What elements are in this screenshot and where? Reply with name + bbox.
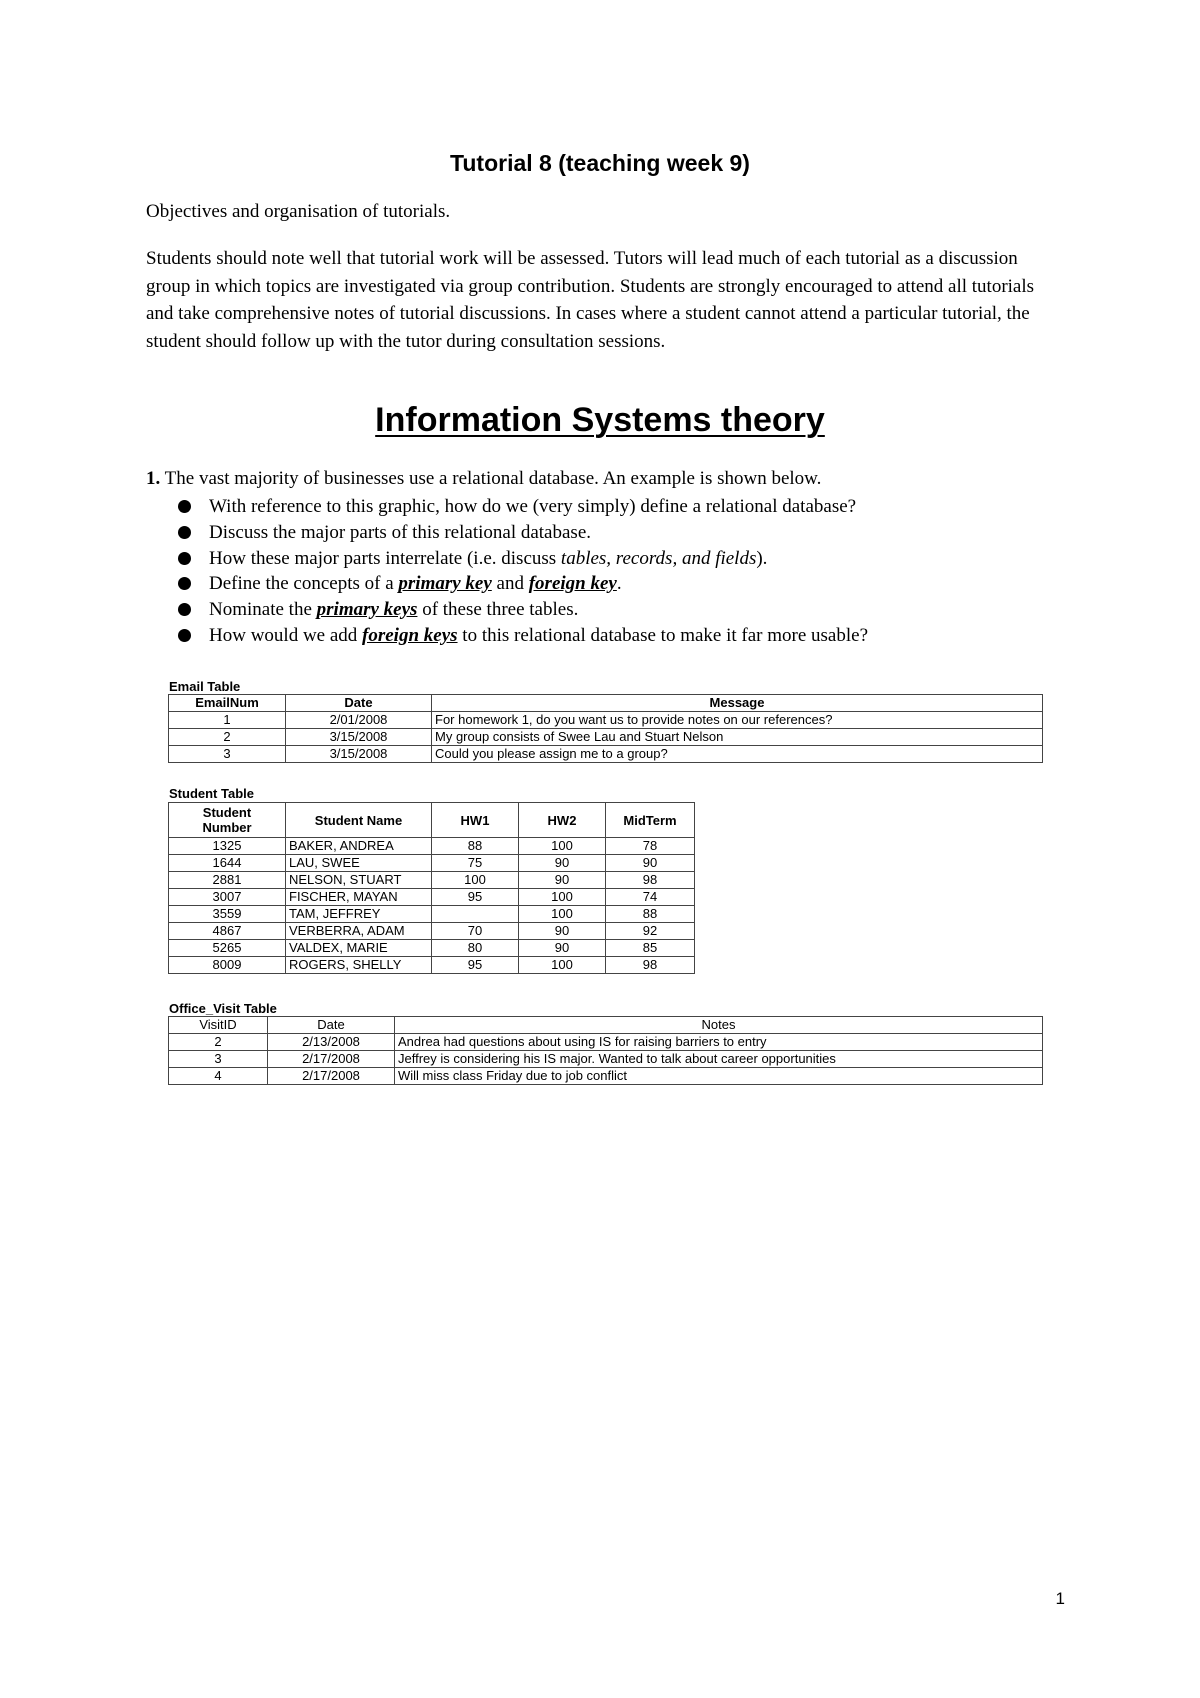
table-cell: 95 — [432, 889, 519, 906]
table-cell: 80 — [432, 940, 519, 957]
table-cell: My group consists of Swee Lau and Stuart Nelson — [432, 729, 1043, 746]
term-foreign-key: foreign key — [528, 573, 617, 595]
question-bullets — [178, 494, 868, 649]
table-cell: 3 — [169, 746, 286, 763]
table-cell: 90 — [519, 855, 606, 872]
table-cell: TAM, JEFFREY — [286, 906, 432, 923]
bullet-text: Nominate the — [209, 599, 317, 621]
question-number: 1. — [146, 468, 161, 489]
table-cell: 98 — [606, 957, 695, 974]
bullet-text: Discuss the major parts of this relational database. — [209, 521, 592, 543]
table-cell: 3007 — [169, 889, 286, 906]
table-cell: 1644 — [169, 855, 286, 872]
table-cell: 92 — [606, 923, 695, 940]
question-1 — [146, 468, 821, 490]
bullet-item — [178, 546, 868, 572]
table-header-row — [169, 803, 695, 838]
table-cell: 4867 — [169, 923, 286, 940]
term-primary-keys: primary keys — [316, 599, 418, 621]
table-row — [169, 1034, 1043, 1051]
section-title: Information Systems theory — [375, 401, 825, 439]
column-header: MidTerm — [606, 803, 695, 838]
table-cell: 2/17/2008 — [268, 1051, 395, 1068]
table-cell: Could you please assign me to a group? — [432, 746, 1043, 763]
table-cell: 2/17/2008 — [268, 1068, 395, 1085]
table-cell — [432, 906, 519, 923]
table-cell: 74 — [606, 889, 695, 906]
table-row — [169, 872, 695, 889]
email-table-label: Email Table — [169, 679, 241, 694]
term-foreign-keys: foreign keys — [362, 624, 458, 646]
table-row — [169, 889, 695, 906]
bullet-item — [178, 623, 868, 649]
column-header: Student Name — [286, 803, 432, 838]
column-header: HW1 — [432, 803, 519, 838]
bullet-icon — [178, 500, 191, 513]
column-header: Notes — [395, 1017, 1043, 1034]
bullet-emphasis: tables, records, and fields — [560, 547, 757, 569]
table-row — [169, 1068, 1043, 1085]
table-cell: 8009 — [169, 957, 286, 974]
bullet-item — [178, 494, 868, 520]
student-table-label: Student Table — [169, 786, 254, 801]
table-cell: Andrea had questions about using IS for raising barriers to entry — [395, 1034, 1043, 1051]
bullet-item — [178, 571, 868, 597]
bullet-icon — [178, 526, 191, 539]
table-cell: 3/15/2008 — [286, 729, 432, 746]
table-cell: 90 — [519, 923, 606, 940]
table-cell: For homework 1, do you want us to provide notes on our references? — [432, 712, 1043, 729]
table-row — [169, 923, 695, 940]
table-cell: 95 — [432, 957, 519, 974]
bullet-item — [178, 597, 868, 623]
column-header: Message — [432, 695, 1043, 712]
table-cell: LAU, SWEE — [286, 855, 432, 872]
bullet-icon — [178, 577, 191, 590]
table-cell: 2 — [169, 729, 286, 746]
table-header-row — [169, 1017, 1043, 1034]
column-header: VisitID — [169, 1017, 268, 1034]
table-cell: 90 — [519, 940, 606, 957]
table-cell: Jeffrey is considering his IS major. Wanted to talk about career opportunities — [395, 1051, 1043, 1068]
table-cell: 88 — [432, 838, 519, 855]
table-cell: 88 — [606, 906, 695, 923]
bullet-icon — [178, 552, 191, 565]
bullet-text: Define the concepts of a — [209, 573, 399, 595]
page-number: 1 — [1055, 1589, 1065, 1608]
table-row — [169, 729, 1043, 746]
table-cell: VALDEX, MARIE — [286, 940, 432, 957]
table-cell: VERBERRA, ADAM — [286, 923, 432, 940]
table-row — [169, 906, 695, 923]
column-header: Student Number — [169, 803, 286, 838]
table-cell: 1 — [169, 712, 286, 729]
student-table — [168, 802, 695, 974]
bullet-text: How would we add — [209, 624, 363, 646]
table-row — [169, 940, 695, 957]
column-header: HW2 — [519, 803, 606, 838]
office-visit-table-label: Office_Visit Table — [169, 1001, 277, 1016]
tutorial-title: Tutorial 8 (teaching week 9) — [450, 150, 750, 176]
table-row — [169, 855, 695, 872]
table-cell: 2/13/2008 — [268, 1034, 395, 1051]
bullet-text: of these three tables. — [417, 599, 579, 621]
table-cell: FISCHER, MAYAN — [286, 889, 432, 906]
bullet-item — [178, 520, 868, 546]
bullet-icon — [178, 603, 191, 616]
table-cell: 5265 — [169, 940, 286, 957]
table-cell: 90 — [606, 855, 695, 872]
column-header: EmailNum — [169, 695, 286, 712]
bullet-text: and — [491, 573, 529, 595]
table-header-row — [169, 695, 1043, 712]
bullet-text: How these major parts interrelate (i.e. discuss — [209, 547, 561, 569]
table-cell: 70 — [432, 923, 519, 940]
table-cell: 90 — [519, 872, 606, 889]
table-cell: 85 — [606, 940, 695, 957]
email-table — [168, 694, 1043, 763]
table-row — [169, 712, 1043, 729]
table-cell: 100 — [519, 906, 606, 923]
bullet-text: . — [616, 573, 622, 595]
table-cell: NELSON, STUART — [286, 872, 432, 889]
table-cell: 78 — [606, 838, 695, 855]
table-cell: 3559 — [169, 906, 286, 923]
bullet-text: to this relational database to make it far more usable? — [457, 624, 869, 646]
question-text: The vast majority of businesses use a relational database. An example is shown below. — [160, 468, 822, 489]
column-header: Date — [268, 1017, 395, 1034]
table-cell: 3 — [169, 1051, 268, 1068]
table-cell: Will miss class Friday due to job conflict — [395, 1068, 1043, 1085]
table-row — [169, 746, 1043, 763]
table-cell: 98 — [606, 872, 695, 889]
table-cell: 100 — [519, 957, 606, 974]
office-visit-table — [168, 1016, 1043, 1085]
term-primary-key: primary key — [398, 573, 492, 595]
table-cell: BAKER, ANDREA — [286, 838, 432, 855]
table-cell: 2881 — [169, 872, 286, 889]
table-cell: 100 — [519, 838, 606, 855]
bullet-text: With reference to this graphic, how do we (very simply) define a relational database? — [209, 496, 857, 517]
column-header: Date — [286, 695, 432, 712]
bullet-icon — [178, 629, 191, 642]
intro-paragraph: Students should note well that tutorial work will be assessed. Tutors will lead much of each tutorial as a discussion group in which topics are investigated via group contribution. Students are strongly encouraged to attend all tutorials and take comprehensive notes of tutorial discussions. In cases where a student cannot attend a particular tutorial, the student should follow up with the tutor during consultation sessions. — [146, 248, 1035, 352]
table-cell: ROGERS, SHELLY — [286, 957, 432, 974]
table-cell: 4 — [169, 1068, 268, 1085]
table-cell: 3/15/2008 — [286, 746, 432, 763]
table-row — [169, 1051, 1043, 1068]
table-row — [169, 957, 695, 974]
objectives-line: Objectives and organisation of tutorials. — [146, 201, 451, 222]
table-cell: 2/01/2008 — [286, 712, 432, 729]
table-cell: 75 — [432, 855, 519, 872]
table-cell: 2 — [169, 1034, 268, 1051]
table-cell: 100 — [432, 872, 519, 889]
table-cell: 100 — [519, 889, 606, 906]
bullet-text: ). — [756, 547, 768, 569]
table-row — [169, 838, 695, 855]
table-cell: 1325 — [169, 838, 286, 855]
